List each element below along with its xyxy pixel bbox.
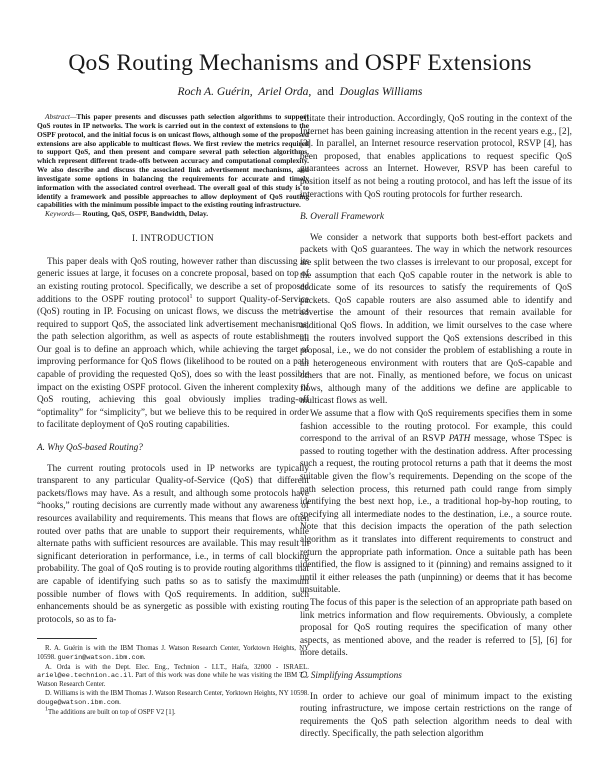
footnote-guerin (37, 645, 309, 662)
left-column (37, 113, 309, 718)
intro-text-part2: to support Quality-of-Service (QoS) routing in IP. Focusing on unicast flows, we discuss the metrics required to support QoS, the associated link advertisement mechanisms, the path selection algorithm, as well as aspects of route establishment. Our goal is to define an approach which, while achieving the target of improving performance for QoS flows (likelihood to be routed on a path capable of providing the requested QoS), does so with the least possible impact on the existing OSPF protocol. Given the inherent complexity of QoS routing, achieving this goal obviously implies trading-off “optimality” for “simplicity”, but we believe this to be required in order to facilitate deployment of QoS routing capabilities. (37, 294, 309, 431)
path-message-term: PATH (448, 434, 471, 445)
subsection-heading-why-qos: A. Why QoS-based Routing? (37, 443, 143, 454)
framework-text: We assume that a flow with QoS requirements specifies them in some fashion accessible to the routing protocol. For example, this could correspond to the arrival of an RSVP (300, 409, 572, 445)
footnote-rule (37, 638, 97, 639)
footnote-text: . Part of this work was done while he was visiting the IBM T.J. Watson Research Center. (37, 672, 309, 688)
footnote-orda (37, 664, 309, 690)
author-line (0, 85, 600, 98)
author-conjunction: and (317, 85, 334, 98)
abstract-label: Abstract— (45, 112, 77, 121)
keywords-label: Keywords— (45, 209, 81, 219)
assumptions-paragraph: In order to achieve our goal of minimum impact to the existing routing infrastructure, we impose certain restrictions on the range of requirements the QoS path selection algorithm needs to deal with directly. Specifically, the path selection algorithm (300, 691, 572, 740)
abstract (37, 113, 309, 210)
why-qos-paragraph-continued: cilitate their introduction. Accordingly, QoS routing in the context of the Internet has been gaining increasing attention in the recent years e.g., [2], [3]. In parallel, an Internet resource reservation protocol, RSVP [4], has been proposed, that enables applications to request specific QoS guarantees across an Internet. However, RSVP has been careful to position itself as not being a routing protocol, and has left the issue of its interactions with QoS routing protocols for further research. (300, 114, 572, 200)
author-orda: Ariel Orda, (258, 85, 312, 98)
framework-text: message, whose TSpec is passed to routing together with the destination address. After processing such a request, the routing protocol returns a path that it deems the most suitable given the flow’s requirements. Depending on the scope of the path selection process, this returned path could range from simply identifying the best next hop, i.e., a traditional hop-by-hop routing, to specifying all intermediate nodes to the destination, i.e., a source route. Note that this decision impacts the operation of the path selection algorithm as it translates into different requirements to construct and return the appropriate path information. Once a suitable path has been identified, the flow is assigned to it (pinning) and remains assigned to it until it either releases the path (unpinning) or deems that it has become unsuitable. (300, 434, 572, 596)
footnote-number: 1 (45, 706, 48, 713)
right-column (300, 113, 572, 741)
footnote-text: The additions are built on top of OSPF V2 [1]. (48, 708, 176, 716)
footnote-text: A. Orda is with the Dept. Elec. Eng., Technion - I.I.T., Haifa, 32000 - ISRAEL. (45, 663, 309, 671)
footnote-text: R. A. Guérin is with the IBM Thomas J. Watson Research Center, Yorktown Heights, NY 10598. (37, 645, 309, 661)
intro-paragraph (37, 256, 309, 432)
email-link[interactable]: guerin@watson.ibm.com (57, 653, 144, 662)
footnote-text: . (143, 653, 146, 661)
footnote-1 (37, 706, 309, 718)
footnote-text: . (119, 698, 121, 706)
footnote-text: D. Williams is with the IBM Thomas J. Watson Research Center, Yorktown Heights, NY 10598. (45, 690, 309, 698)
author-williams: Douglas Williams (339, 85, 423, 98)
email-link[interactable]: douge@watson.ibm.com (37, 698, 120, 707)
why-qos-paragraph: The current routing protocols used in IP networks are typically transparent to any particular Quality-of-Service (QoS) that different packets/flows may have. As a result, and although some protocols have “hooks,” routing decisions are currently made without any awareness of resources availability and requirements. This means that flows are often routed over paths that are unable to support their requirements, while alternate paths with sufficient resources are available. This may result in significant deterioration in performance, i.e., in terms of call blocking probability. The goal of QoS routing is to provide routing algorithms that are capable of identifying such paths so as to satisfy the maximum possible number of flows with QoS requirements. In addition, such enhancements should be as synergetic as possible with existing routing protocols, so as to fa- (37, 463, 309, 625)
footnote-marker: 1 (189, 293, 193, 300)
subsection-heading-framework: B. Overall Framework (300, 212, 385, 223)
intro-text-part1: This paper deals with QoS routing, however rather than discussing its generic issues at large, it focuses on a concrete proposal, based on top of an existing routing protocol. Specifically, we describe a set of proposed additions to the OSPF routing protocol (37, 256, 309, 305)
footnote-williams (37, 690, 309, 707)
framework-paragraph-1: We consider a network that supports both best-effort packets and packets with QoS guarantees. The way in which the network resources are split between the two classes is irrelevant to our proposal, except for the assumption that each QoS capable router in the network is able to dedicate some of its resources to satisfy the requirements of QoS packets. QoS capable routers are also assumed able to identify and advertise the amount of their resources that remain available for additional QoS flows. In addition, we limit ourselves to the case where all the routers involved support the QoS extensions described in this proposal, i.e., we do not consider the problem of establishing a route in an heterogeneous environment with routers that are QoS-capable and others that are not. Finally, as mentioned before, we focus on unicast flows, although many of the additions we define are applicable to multicast flows as well. (300, 232, 572, 407)
email-link[interactable]: ariel@ee.technion.ac.il (37, 672, 132, 681)
keywords-text: Routing, QoS, OSPF, Bandwidth, Delay. (80, 209, 209, 219)
author-guerin: Roch A. Guérin, (177, 85, 253, 98)
framework-paragraph-3: The focus of this paper is the selection of an appropriate path based on link metrics information and flow requirements. Obviously, a complete proposal for QoS routing requires the specification of many other aspects, as mentioned above, and the reader is referred to [5], [6] for more details. (300, 597, 572, 659)
framework-paragraph-2 (300, 408, 572, 597)
subsection-heading-assumptions: C. Simplifying Assumptions (300, 670, 402, 681)
abstract-text: This paper presents and discusses path selection algorithms to support QoS routes in IP networks. The work is carried out in the context of extensions to the OSPF protocol, and the initial focus is on unicast flows, although some of the proposed extensions are also applicable to multicast flows. We first review the metrics required to support QoS, and then present and compare several path selection algorithms, which represent different trade-offs between accuracy and computational complexity. We also describe and discuss the associated link advertisement mechanisms, and investigate some options in balancing the requirements for accurate and timely information with the associated control overhead. The overall goal of this study is to identify a framework and possible approaches to allow deployment of QoS routing capabilities with the minimum possible impact to the existing routing infrastructure. (37, 112, 309, 210)
keywords (37, 210, 309, 219)
section-heading-introduction: I. INTRODUCTION (131, 234, 215, 245)
paper-title: QoS Routing Mechanisms and OSPF Extensions (68, 50, 532, 76)
